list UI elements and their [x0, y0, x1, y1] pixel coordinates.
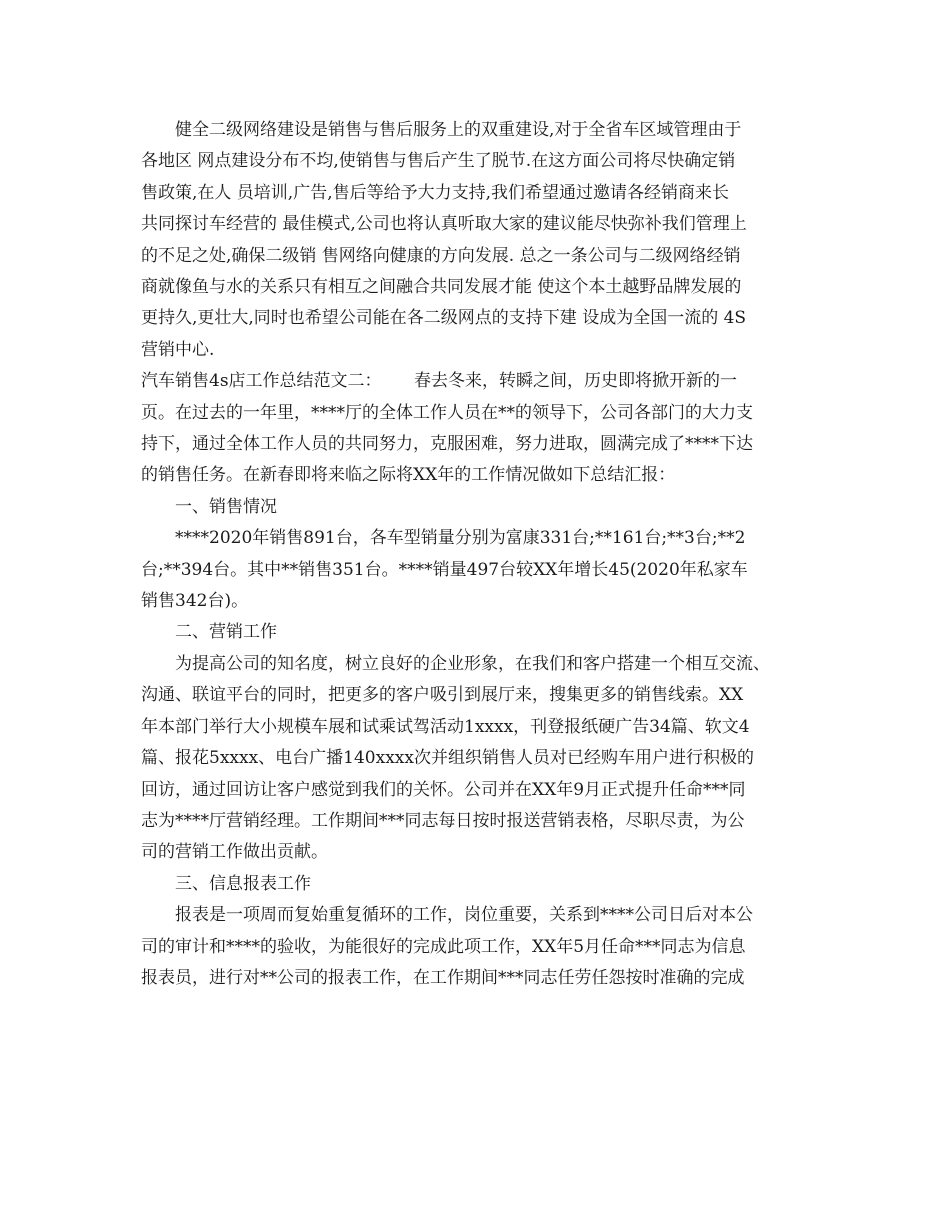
text-line: ****2020年销售891台，各车型销量分别为富康331台;**161台;**3台;**2 [141, 528, 746, 548]
text-line: 年本部门举行大小规模车展和试乘试驾活动1xxxx，刊登报纸硬广告34篇、软文4 [141, 717, 750, 737]
text-line: 台;**394台。其中**销售351台。****销量497台较XX年增长45(2020年私家车 [141, 560, 748, 580]
text-line: 售政策,在人 员培训,广告,售后等给予大力支持,我们希望通过邀请各经销商来长 [141, 183, 730, 203]
text-line: 销售342台)。 [141, 591, 249, 611]
text-line: 报表员，进行对**公司的报表工作，在工作期间***同志任劳任怨按时准确的完成 [141, 968, 745, 988]
text-line: 各地区 网点建设分布不均,使销售与售后产生了脱节.在这方面公司将尽快确定销 [141, 151, 736, 171]
text-line: 回访，通过回访让客户感觉到我们的关怀。公司并在XX年9月正式提升任命***同 [141, 780, 746, 800]
text-line: 沟通、联谊平台的同时，把更多的客户吸引到展厅来，搜集更多的销售线索。XX [141, 685, 744, 705]
text-line: 的不足之处,确保二级销 售网络向健康的方向发展. 总之一条公司与二级网络经销 [141, 246, 741, 266]
text-line: 志为****厅营销经理。工作期间***同志每日按时报送营销表格，尽职尽责，为公 [141, 811, 745, 831]
section-heading: 三、信息报表工作 [141, 874, 311, 894]
text-line: 为提高公司的知名度，树立良好的企业形象，在我们和客户搭建一个相互交流、 [141, 654, 770, 674]
text-line: 的销售任务。在新春即将来临之际将XX年的工作情况做如下总结汇报： [141, 465, 676, 485]
text-line: 持下，通过全体工作人员的共同努力，克服困难，努力进取，圆满完成了****下达 [141, 434, 753, 454]
text-line: 营销中心. [141, 340, 215, 360]
text-line: 报表是一项周而复始重复循环的工作，岗位重要，关系到****公司日后对本公 [141, 905, 753, 925]
text-line: 页。在过去的一年里，****厅的全体工作人员在**的领导下，公司各部门的大力支 [141, 403, 753, 423]
text-line: 共同探讨车经营的 最佳模式,公司也将认真听取大家的建议能尽快弥补我们管理上 [141, 214, 747, 234]
text-line: 健全二级网络建设是销售与售后服务上的双重建设,对于全省车区域管理由于 [141, 120, 742, 140]
text-line: 商就像鱼与水的关系只有相互之间融合共同发展才能 使这个本土越野品牌发展的 [141, 277, 742, 297]
section-heading: 二、营销工作 [141, 622, 277, 642]
section-heading: 一、销售情况 [141, 497, 277, 517]
text-line: 司的营销工作做出贡献。 [141, 842, 328, 862]
text-line: 篇、报花5xxxx、电台广播140xxxx次并组织销售人员对已经购车用户进行积极的 [141, 748, 754, 768]
text-line: 汽车销售4s店工作总结范文二： 春去冬来，转瞬之间，历史即将掀开新的一 [141, 371, 737, 391]
text-line: 更持久,更壮大,同时也希望公司能在各二级网点的支持下建 设成为全国一流的 4S [141, 308, 747, 328]
text-line: 司的审计和****的验收，为能很好的完成此项工作，XX年5月任命***同志为信息 [141, 937, 746, 957]
